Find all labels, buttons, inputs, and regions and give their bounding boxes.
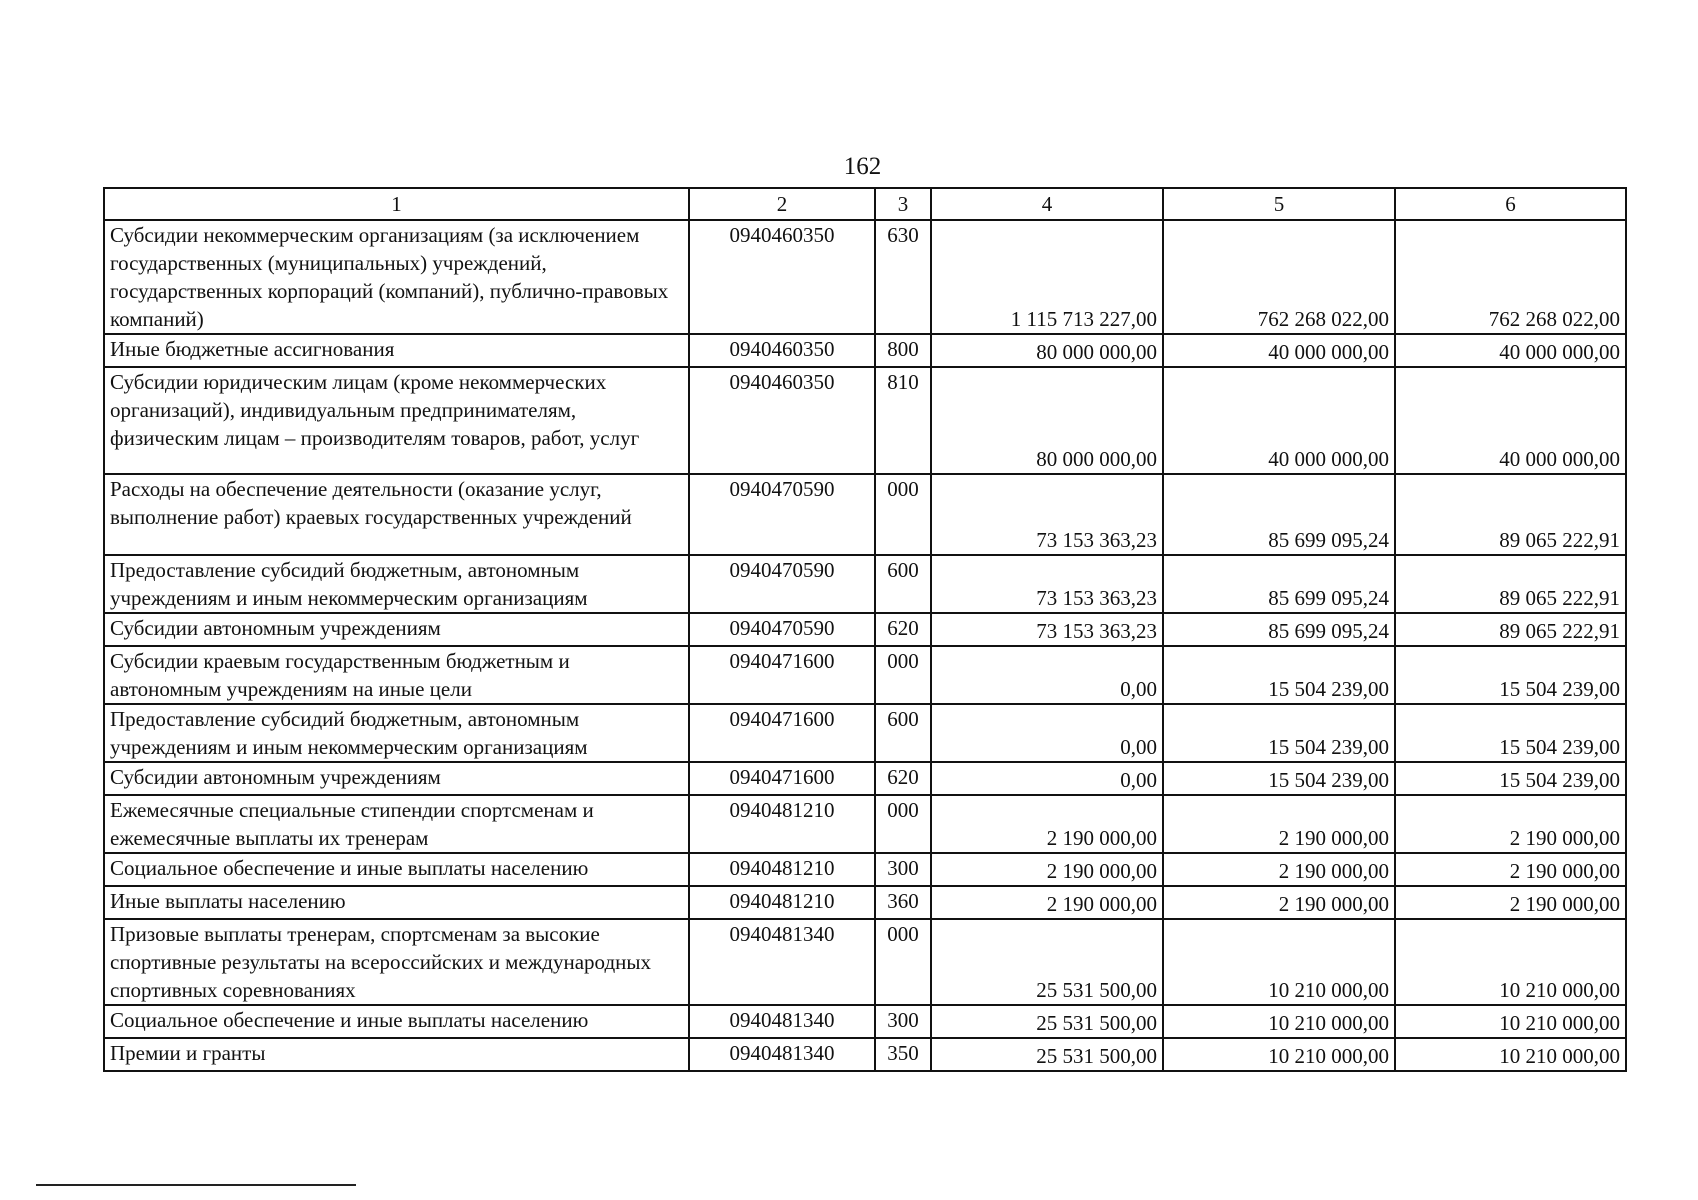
item-name-cell: Предоставление субсидий бюджетным, автономным учреждениям и иным некоммерческим организациям — [104, 704, 689, 762]
item-amount-col6-cell: 89 065 222,91 — [1395, 555, 1626, 613]
header-cell-4: 4 — [931, 188, 1163, 220]
header-cell-2: 2 — [689, 188, 875, 220]
item-amount-col5-cell: 10 210 000,00 — [1163, 1005, 1395, 1038]
item-type-cell: 620 — [875, 613, 931, 646]
item-code-cell: 0940460350 — [689, 220, 875, 334]
item-amount-col5-cell: 40 000 000,00 — [1163, 334, 1395, 367]
item-type-cell: 300 — [875, 853, 931, 886]
item-amount-col4-cell: 80 000 000,00 — [931, 334, 1163, 367]
item-code-cell: 0940481340 — [689, 1038, 875, 1071]
item-amount-col4-cell: 25 531 500,00 — [931, 1005, 1163, 1038]
item-amount-col5-cell: 10 210 000,00 — [1163, 919, 1395, 1005]
table-row — [104, 367, 1626, 474]
item-code-cell: 0940460350 — [689, 367, 875, 474]
item-name-cell: Иные выплаты населению — [104, 886, 689, 919]
item-amount-col4-cell: 73 153 363,23 — [931, 613, 1163, 646]
item-type-cell: 000 — [875, 646, 931, 704]
item-name-cell: Расходы на обеспечение деятельности (оказание услуг, выполнение работ) краевых государственных учреждений — [104, 474, 689, 555]
item-amount-col4-cell: 1 115 713 227,00 — [931, 220, 1163, 334]
item-amount-col4-cell: 0,00 — [931, 646, 1163, 704]
item-name-cell: Предоставление субсидий бюджетным, автономным учреждениям и иным некоммерческим организациям — [104, 555, 689, 613]
table-row — [104, 795, 1626, 853]
item-name-cell: Субсидии некоммерческим организациям (за исключением государственных (муниципальных) учреждений, государственных корпораций (компаний), публично-правовых компаний) — [104, 220, 689, 334]
item-amount-col4-cell: 0,00 — [931, 704, 1163, 762]
item-type-cell: 600 — [875, 555, 931, 613]
item-type-cell: 600 — [875, 704, 931, 762]
item-name-cell: Субсидии краевым государственным бюджетным и автономным учреждениям на иные цели — [104, 646, 689, 704]
item-code-cell: 0940470590 — [689, 474, 875, 555]
table-row — [104, 919, 1626, 1005]
item-amount-col6-cell: 10 210 000,00 — [1395, 919, 1626, 1005]
item-name-cell: Субсидии юридическим лицам (кроме некоммерческих организаций), индивидуальным предпринимателям, физическим лицам – производителям товаров, работ, услуг — [104, 367, 689, 474]
item-amount-col6-cell: 15 504 239,00 — [1395, 704, 1626, 762]
item-code-cell: 0940481340 — [689, 919, 875, 1005]
item-name-cell: Премии и гранты — [104, 1038, 689, 1071]
item-amount-col6-cell: 40 000 000,00 — [1395, 334, 1626, 367]
item-amount-col6-cell: 2 190 000,00 — [1395, 886, 1626, 919]
item-type-cell: 300 — [875, 1005, 931, 1038]
item-code-cell: 0940460350 — [689, 334, 875, 367]
page-number: 162 — [843, 153, 882, 180]
item-amount-col5-cell: 2 190 000,00 — [1163, 886, 1395, 919]
item-amount-col5-cell: 2 190 000,00 — [1163, 795, 1395, 853]
item-code-cell: 0940471600 — [689, 762, 875, 795]
header-cell-1: 1 — [104, 188, 689, 220]
item-amount-col6-cell: 10 210 000,00 — [1395, 1038, 1626, 1071]
table-row — [104, 1038, 1626, 1071]
item-code-cell: 0940471600 — [689, 646, 875, 704]
table-row — [104, 474, 1626, 555]
table-row — [104, 613, 1626, 646]
item-code-cell: 0940481210 — [689, 886, 875, 919]
item-name-cell: Призовые выплаты тренерам, спортсменам за высокие спортивные результаты на всероссийских и международных спортивных соревнованиях — [104, 919, 689, 1005]
table-row — [104, 646, 1626, 704]
item-type-cell: 000 — [875, 919, 931, 1005]
item-amount-col6-cell: 15 504 239,00 — [1395, 646, 1626, 704]
item-name-cell: Социальное обеспечение и иные выплаты населению — [104, 853, 689, 886]
item-amount-col5-cell: 85 699 095,24 — [1163, 474, 1395, 555]
item-amount-col5-cell: 40 000 000,00 — [1163, 367, 1395, 474]
item-code-cell: 0940470590 — [689, 613, 875, 646]
item-name-cell: Иные бюджетные ассигнования — [104, 334, 689, 367]
item-amount-col4-cell: 25 531 500,00 — [931, 1038, 1163, 1071]
table-row — [104, 334, 1626, 367]
header-cell-6: 6 — [1395, 188, 1626, 220]
item-amount-col6-cell: 2 190 000,00 — [1395, 795, 1626, 853]
item-amount-col6-cell: 762 268 022,00 — [1395, 220, 1626, 334]
item-type-cell: 630 — [875, 220, 931, 334]
item-name-cell: Субсидии автономным учреждениям — [104, 762, 689, 795]
item-amount-col4-cell: 73 153 363,23 — [931, 474, 1163, 555]
item-amount-col6-cell: 89 065 222,91 — [1395, 613, 1626, 646]
item-amount-col4-cell: 73 153 363,23 — [931, 555, 1163, 613]
item-amount-col5-cell: 762 268 022,00 — [1163, 220, 1395, 334]
item-type-cell: 000 — [875, 795, 931, 853]
item-amount-col6-cell: 10 210 000,00 — [1395, 1005, 1626, 1038]
item-name-cell: Социальное обеспечение и иные выплаты населению — [104, 1005, 689, 1038]
item-amount-col6-cell: 40 000 000,00 — [1395, 367, 1626, 474]
table-row — [104, 555, 1626, 613]
item-amount-col5-cell: 15 504 239,00 — [1163, 704, 1395, 762]
table-row — [104, 762, 1626, 795]
header-cell-3: 3 — [875, 188, 931, 220]
item-amount-col4-cell: 2 190 000,00 — [931, 886, 1163, 919]
budget-table — [103, 187, 1627, 1072]
table-row — [104, 853, 1626, 886]
item-type-cell: 620 — [875, 762, 931, 795]
item-code-cell: 0940481210 — [689, 853, 875, 886]
table-row — [104, 704, 1626, 762]
item-type-cell: 000 — [875, 474, 931, 555]
item-code-cell: 0940481340 — [689, 1005, 875, 1038]
item-code-cell: 0940471600 — [689, 704, 875, 762]
item-name-cell: Субсидии автономным учреждениям — [104, 613, 689, 646]
item-name-cell: Ежемесячные специальные стипендии спортсменам и ежемесячные выплаты их тренерам — [104, 795, 689, 853]
item-amount-col4-cell: 25 531 500,00 — [931, 919, 1163, 1005]
item-type-cell: 810 — [875, 367, 931, 474]
table-header-row — [104, 188, 1626, 220]
item-amount-col4-cell: 2 190 000,00 — [931, 853, 1163, 886]
item-code-cell: 0940481210 — [689, 795, 875, 853]
item-amount-col5-cell: 2 190 000,00 — [1163, 853, 1395, 886]
item-amount-col5-cell: 15 504 239,00 — [1163, 762, 1395, 795]
item-amount-col5-cell: 10 210 000,00 — [1163, 1038, 1395, 1071]
table-row — [104, 886, 1626, 919]
item-amount-col4-cell: 2 190 000,00 — [931, 795, 1163, 853]
item-amount-col4-cell: 80 000 000,00 — [931, 367, 1163, 474]
footer-rule — [36, 1184, 356, 1186]
table-row — [104, 1005, 1626, 1038]
item-type-cell: 360 — [875, 886, 931, 919]
table-row — [104, 220, 1626, 334]
item-amount-col5-cell: 85 699 095,24 — [1163, 555, 1395, 613]
item-amount-col6-cell: 2 190 000,00 — [1395, 853, 1626, 886]
header-cell-5: 5 — [1163, 188, 1395, 220]
item-amount-col6-cell: 15 504 239,00 — [1395, 762, 1626, 795]
item-amount-col5-cell: 15 504 239,00 — [1163, 646, 1395, 704]
item-type-cell: 800 — [875, 334, 931, 367]
item-code-cell: 0940470590 — [689, 555, 875, 613]
item-amount-col5-cell: 85 699 095,24 — [1163, 613, 1395, 646]
item-amount-col6-cell: 89 065 222,91 — [1395, 474, 1626, 555]
item-amount-col4-cell: 0,00 — [931, 762, 1163, 795]
item-type-cell: 350 — [875, 1038, 931, 1071]
